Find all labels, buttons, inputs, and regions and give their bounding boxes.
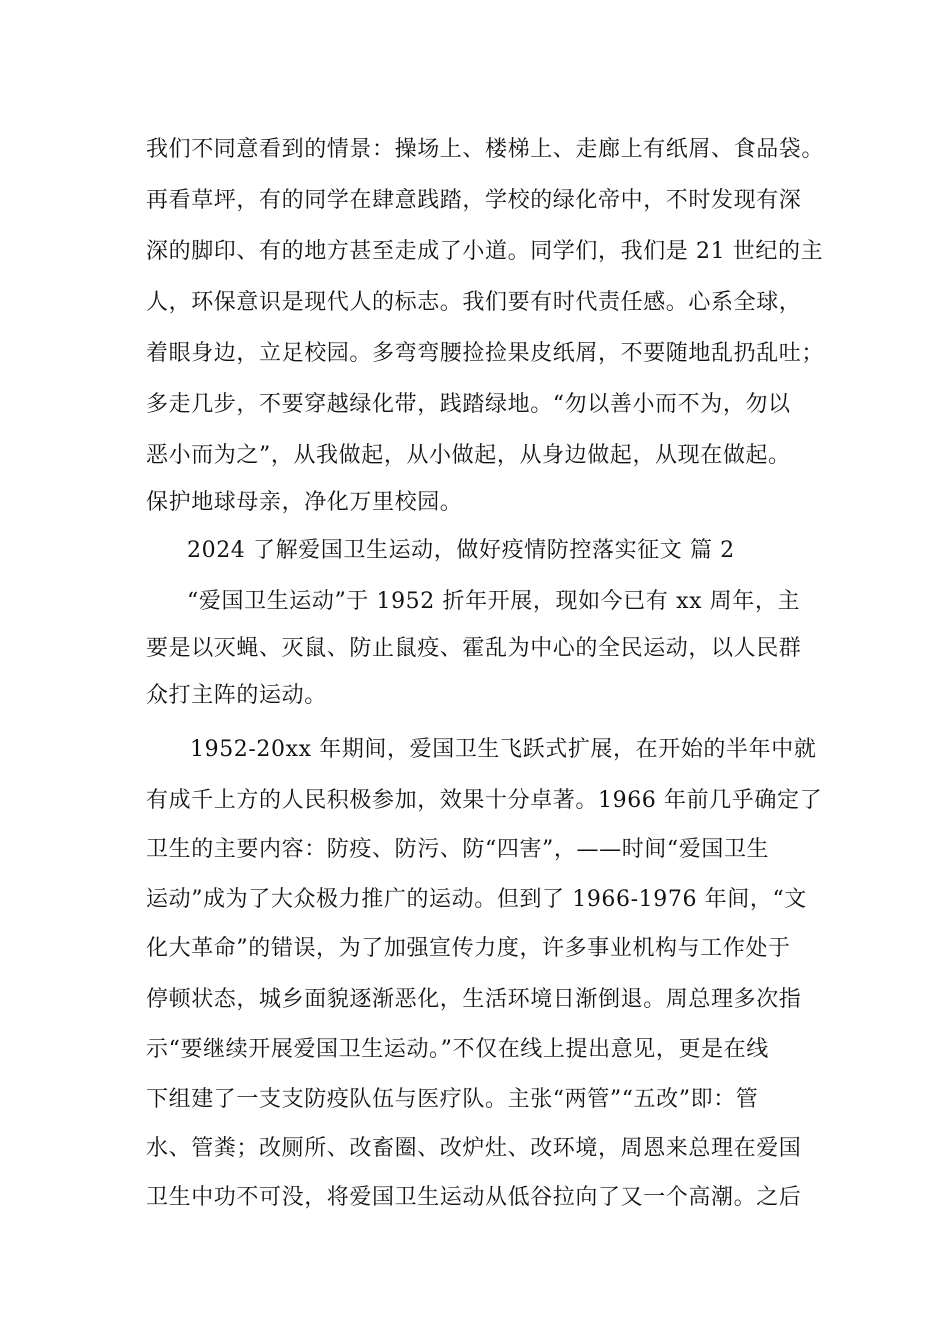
text-line: 有成千上方的人民积极参加，效果十分卓著。1966 年前几乎确定了 (146, 788, 823, 813)
text-line: 多走几步，不要穿越绿化带，践踏绿地。“勿以善小而不为，勿以 (146, 392, 791, 417)
text-line: 卫生中功不可没，将爱国卫生运动从低谷拉向了又一个高潮。之后 (146, 1185, 802, 1210)
text-line: 1952-20xx 年期间，爱国卫生飞跃式扩展，在开始的半年中就 (190, 737, 817, 762)
text-line: 卫生的主要内容：防疫、防污、防“四害”，——时间“爱国卫生 (146, 837, 770, 862)
text-line: 我们不同意看到的情景：操场上、楼梯上、走廊上有纸屑、食品袋。 (146, 137, 825, 162)
text-line: 保护地球母亲，净化万里校园。 (146, 490, 463, 515)
section-heading: 2024 了解爱国卫生运动，做好疫情防控落实征文 篇 2 (187, 538, 735, 563)
text-line: 再看草坪，有的同学在肆意践踏，学校的绿化帝中，不时发现有深 (146, 188, 802, 213)
text-line: 下组建了一支支防疫队伍与医疗队。主张“两管”“五改”即：管 (146, 1087, 759, 1112)
text-line: 人，环保意识是现代人的标志。我们要有时代责任感。心系全球， (146, 290, 802, 315)
text-line: 停顿状态，城乡面貌逐渐恶化，生活环境日渐倒退。周总理多次指 (146, 987, 802, 1012)
text-line: 化大革命”的错误，为了加强宣传力度，许多事业机构与工作处于 (146, 936, 791, 961)
text-line: 着眼身边，立足校园。多弯弯腰捡捡果皮纸屑，不要随地乱扔乱吐； (146, 341, 825, 366)
text-line: 要是以灭蝇、灭鼠、防止鼠疫、霍乱为中心的全民运动，以人民群 (146, 636, 802, 661)
text-line: 深的脚印、有的地方甚至走成了小道。同学们，我们是 21 世纪的主 (146, 239, 824, 264)
text-line: 众打主阵的运动。 (146, 683, 327, 708)
text-line: “爱国卫生运动”于 1952 折年开展，现如今已有 xx 周年，主 (187, 589, 801, 614)
text-line: 水、管粪；改厕所、改畜圈、改炉灶、改环境，周恩来总理在爱国 (146, 1136, 802, 1161)
text-line: 示“要继续开展爱国卫生运动。”不仅在线上提出意见，更是在线 (146, 1037, 769, 1062)
text-line: 恶小而为之”，从我做起，从小做起，从身边做起，从现在做起。 (146, 443, 791, 468)
text-line: 运动”成为了大众极力推广的运动。但到了 1966-1976 年间，“文 (146, 887, 807, 912)
